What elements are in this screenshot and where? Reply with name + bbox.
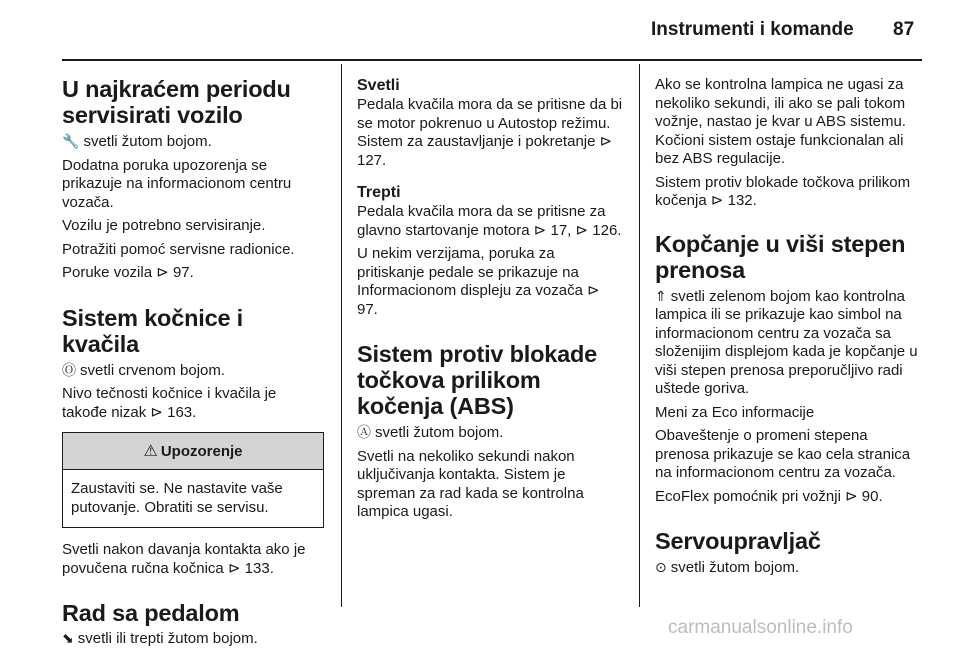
text-paragraph: Svetli na nekoliko sekundi nakon uključivanja kontakta. Sistem je spreman za rad kada se kontrolna lampica ugasi. — [357, 447, 584, 520]
service-indicator-line: 🔧 svetli žutom bojom. — [62, 133, 212, 150]
text-paragraph: Nivo tečnosti kočnice i kvačila je takođe nizak ⊳ 163. — [62, 385, 277, 421]
heading-upshift: Kopčanje u viši stepen prenosa — [655, 230, 906, 283]
page-header-title: Instrumenti i komande — [651, 19, 854, 40]
heading-pedal-operation: Rad sa pedalom — [62, 600, 240, 626]
text-paragraph: Meni za Eco informacije — [655, 403, 815, 421]
text-paragraph: Svetli nakon davanja kontakta ako je povučena ručna kočnica ⊳ 133. — [62, 541, 306, 577]
heading-power-steering: Servoupravljač — [655, 528, 821, 554]
heading-abs: Sistem protiv blokade točkova prilikom kočenja (ABS) — [357, 341, 598, 419]
pedal-icon: ⬊ — [62, 630, 74, 646]
warning-box-header — [63, 433, 323, 470]
brake-warning-icon: Ⓞ — [62, 361, 76, 378]
steering-wheel-warning-icon: ⊙ — [655, 559, 667, 575]
text-paragraph: Dodatna poruka upozorenja se prikazuje na informacionom centru vozača. — [62, 156, 292, 211]
column-2 — [357, 76, 623, 522]
watermark: carmanualsonline.info — [668, 617, 853, 638]
column-divider-1 — [341, 64, 342, 607]
text-paragraph: Obaveštenje o promeni stepena prenosa prikazuje se kao cela stranica na informacionom centru za vozača. — [655, 427, 911, 481]
text-paragraph: U nekim verzijama, poruka za pritiskanje pedale se prikazuje na Informacionom displeju za vozača ⊳ 97. — [357, 245, 600, 318]
column-1 — [62, 76, 324, 649]
upshift-indicator-line: ⇑ svetli zelenom bojom kao kontrolna lampica ili se prikazuje kao simbol na informacionom centru za vozača sa složenijim displejom kada je kopčanje u viši stepen prenosa preporučljivo radi uštede goriva. — [655, 287, 918, 397]
warning-text: Zaustaviti se. Ne nastavite vaše putovanje. Obratiti se servisu. — [71, 480, 283, 516]
heading-service-vehicle: U najkraćem periodu servisirati vozilo — [62, 76, 291, 128]
header-divider — [62, 59, 922, 61]
pedal-indicator-line: ⬊ svetli ili trepti žutom bojom. — [62, 630, 258, 647]
text-paragraph: Potražiti pomoć servisne radionice. — [62, 240, 295, 258]
brake-indicator-line: Ⓞ svetli crvenom bojom. — [62, 361, 226, 379]
abs-icon: Ⓐ — [357, 424, 371, 440]
page-number: 87 — [893, 19, 915, 40]
car-wrench-icon: 🔧 — [62, 133, 80, 149]
warning-box-body — [63, 470, 323, 527]
steering-indicator-line: ⊙ svetli žutom bojom. — [655, 559, 800, 576]
warning-title: Upozorenje — [160, 442, 243, 460]
column-divider-2 — [639, 64, 640, 607]
warning-triangle-icon: ⚠ — [143, 443, 158, 460]
ecoflex-ref: EcoFlex pomoćnik pri vožnji ⊳ 90. — [655, 487, 883, 505]
heading-brake-clutch: Sistem kočnice i kvačila — [62, 304, 243, 357]
abs-indicator-line: Ⓐ svetli žutom bojom. — [357, 424, 504, 441]
warning-box — [62, 432, 324, 528]
vehicle-messages-ref: Poruke vozila ⊳ 97. — [62, 264, 194, 281]
subheading-flashes: Trepti — [357, 184, 401, 201]
abs-system-ref: Sistem protiv blokade točkova prilikom kočenja ⊳ 132. — [655, 173, 911, 209]
text-paragraph: Ako se kontrolna lampica ne ugasi za nekoliko sekundi, ili ako se pali tokom vožnje, nastao je kvar u ABS sistemu. Kočioni sistem ostaje funkcionalan ali bez ABS regulacije. — [655, 76, 906, 167]
text-paragraph: Pedala kvačila mora da se pritisne za glavno startovanje motora ⊳ 17, ⊳ 126. — [357, 203, 622, 239]
column-3 — [655, 76, 921, 578]
upshift-arrow-icon: ⇑ — [655, 287, 667, 304]
subheading-lights: Svetli — [357, 77, 400, 94]
text-paragraph: Vozilu je potrebno servisiranje. — [62, 217, 266, 234]
text-paragraph: Pedala kvačila mora da se pritisne da bi se motor pokrenuo u Autostop režimu. Sistem za zaustavljanje i pokretanje ⊳ 127. — [357, 96, 623, 169]
